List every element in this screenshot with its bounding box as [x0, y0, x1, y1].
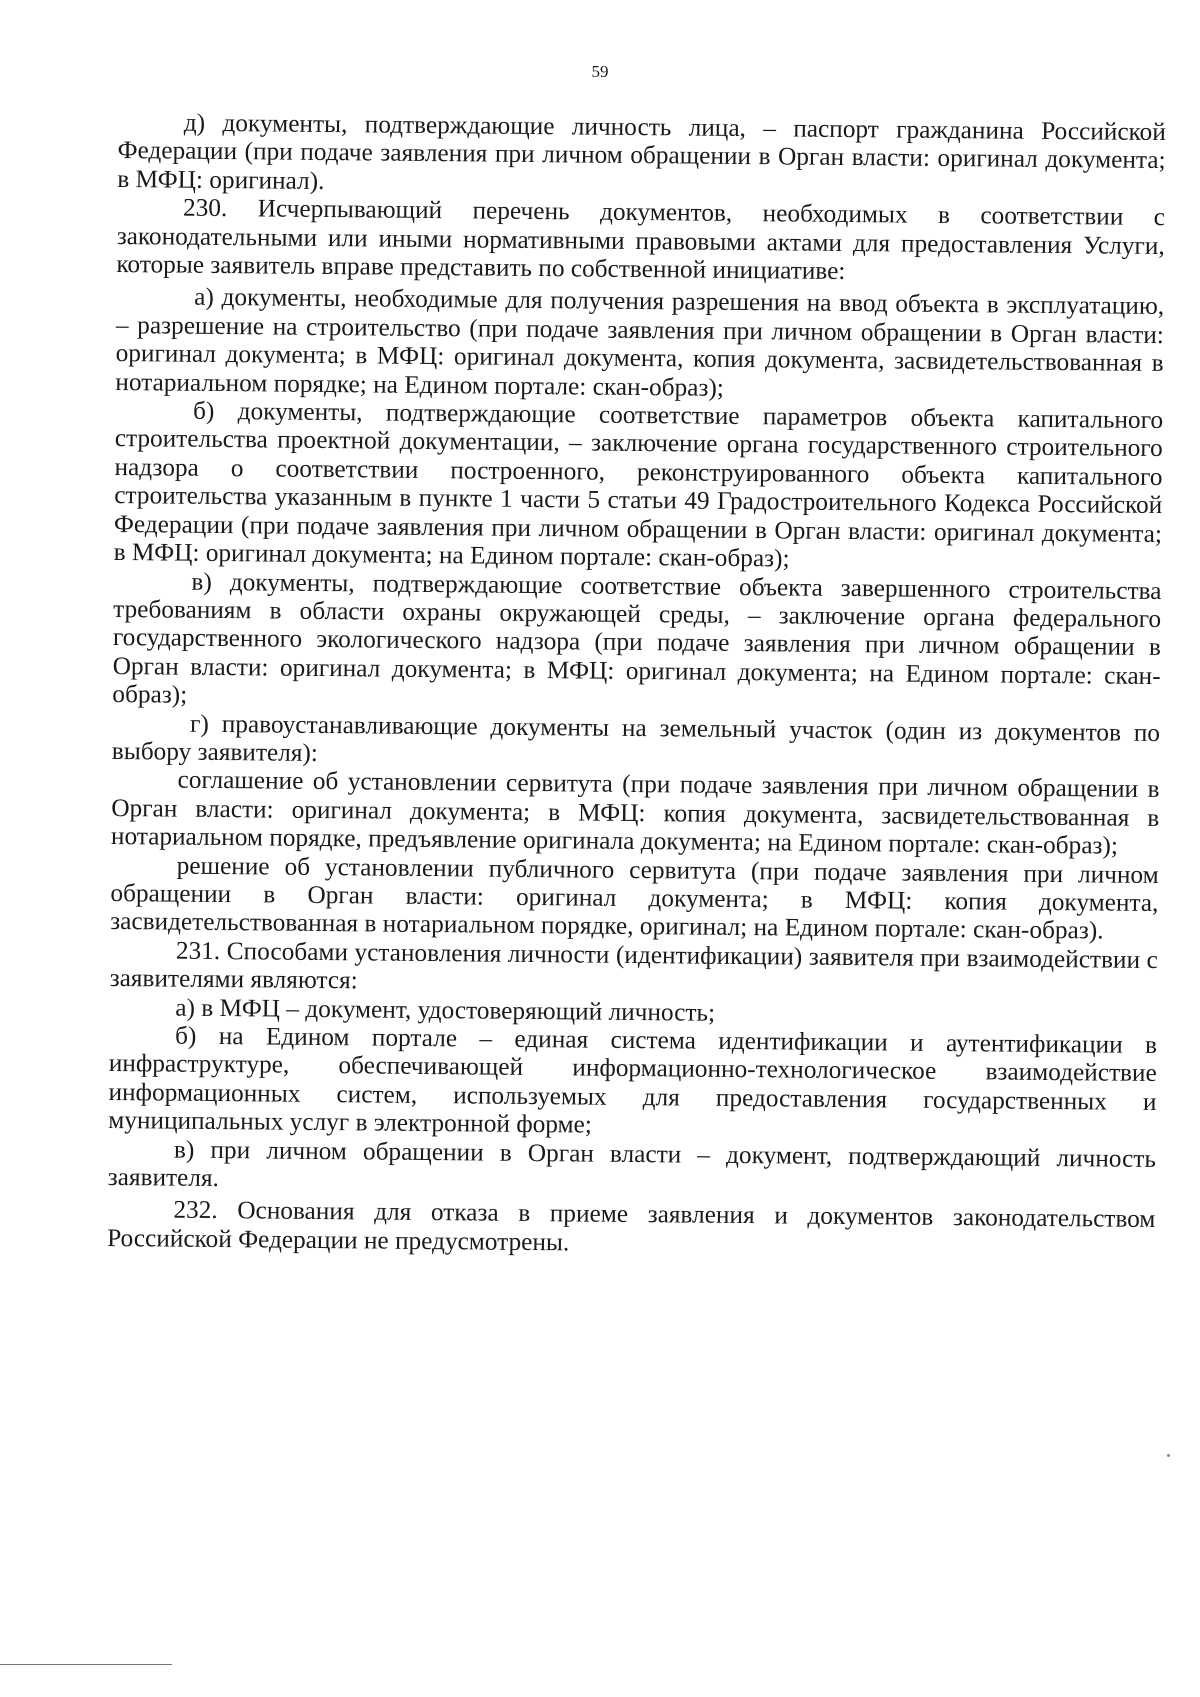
page-number: 59 — [591, 62, 609, 81]
paragraph-230-b: б) документы, подтверждающие соответствие параметров объекта капитального строительства проектной документации, – заключение органа государственного строительного надзора о соответствии построенного, реконструированного объекта капитального строительства указанным в пункте 1 части 5 статьи 49 Градостроительного Кодекса Российской Федерации (при подаче заявления при личном обращении в Орган власти: оригинал документа; в МФЦ: оригинал документа; на Едином портале: скан-образ); — [113, 396, 1164, 573]
paragraph-231-a: а) в МФЦ – документ, удостоверяющий личность; — [175, 993, 716, 1027]
paragraph-229-d: д) документы, подтверждающие личность лица, – паспорт гражданина Российской Федерации (при подаче заявления при личном обращении в Орган власти: оригинал документа; в МФЦ: оригинал). — [117, 108, 1166, 195]
paragraph-230-g-servitude-agreement: соглашение об установлении сервитута (при подаче заявления при личном обращении в Орган власти: оригинал документа; в МФЦ: копия документа, засвидетельствованная в нотариальном порядке, предъявление оригинала документа; на Едином портале: скан-образ); — [110, 765, 1160, 860]
paragraph-230-g: г) правоустанавливающие документы на земельный участок (один из документов по выбору заявителя): — [111, 709, 1161, 767]
paragraph-231-b: б) на Едином портале – единая система идентификации и аутентификации в инфраструктуре, обеспечивающей информационно-технологическое взаимодействие информационных систем, используемых для предоставления государственных и муниципальных услуг в электронной форме; — [108, 1021, 1158, 1139]
paragraph-230-g-public-servitude: решение об установлении публичного сервитута (при подаче заявления при личном обращении в Орган власти: оригинал документа; в МФЦ: копия документа, засвидетельствованная в нотариальном порядке, оригинал; на Едином портале: скан-образ). — [110, 851, 1159, 945]
paragraph-230-a: а) документы, необходимые для получения разрешения на ввод объекта в эксплуатацию, – разрешение на строительство (при подаче заявления при личном обращении в Орган власти: оригинал документа; в МФЦ: оригинал документа, копия документа, засвидетельствованная в нотариальном порядке; на Едином портале: скан-образ); — [115, 283, 1165, 402]
paragraph-230-v: в) документы, подтверждающие соответствие объекта завершенного строительства требованиям в области охраны окружающей среды, – заключение органа федерального государственного экологического надзора (при подаче заявления при личном обращении в Орган власти: оригинал документа; в МФЦ: оригинал документа; на Едином портале: скан-образ); — [112, 567, 1162, 709]
footnote-separator-line — [0, 1664, 172, 1665]
paragraph-232: 232. Основания для отказа в приеме заявления и документов законодательством Российской Федерации не предусмотрены. — [107, 1196, 1156, 1257]
document-body — [107, 108, 1166, 1262]
scan-speck — [1167, 1454, 1170, 1457]
paragraph-231-v: в) при личном обращении в Орган власти – документ, подтверждающий личность заявителя. — [107, 1135, 1157, 1193]
paragraph-230: 230. Исчерпывающий перечень документов, необходимых в соответствии с законодательными или иными нормативными правовыми актами для предоставления Услуги, которые заявитель вправе представить по собственной инициативе: — [116, 193, 1166, 286]
paragraph-231: 231. Способами установления личности (идентификации) заявителя при взаимодействии с заявителями являются: — [109, 936, 1159, 995]
